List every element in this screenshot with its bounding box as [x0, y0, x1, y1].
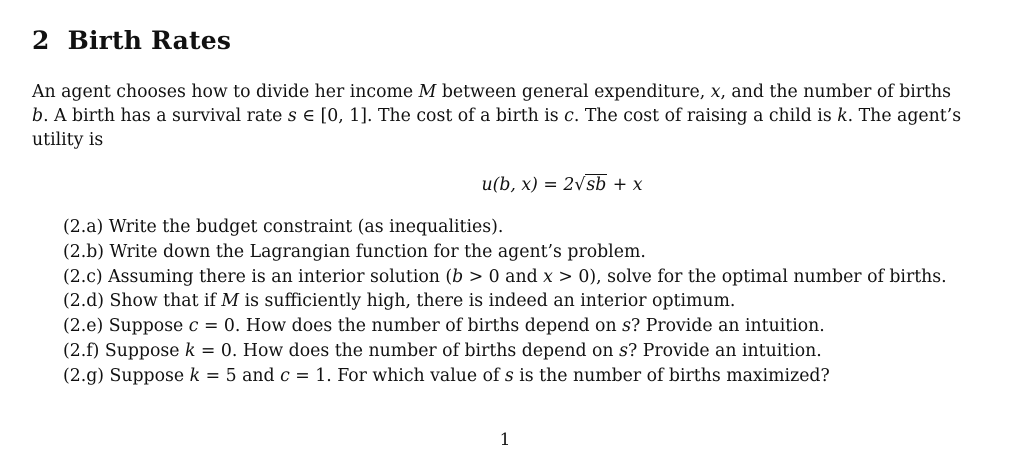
text-run: . The cost of raising a child is [573, 106, 838, 126]
text-run: = 0. How does the number of births depend on [195, 340, 620, 361]
text-run: (2.b) Write down the Lagrangian function for the agent’s problem. [63, 241, 646, 262]
math-symbol: k [184, 340, 196, 361]
math-symbol: M [221, 291, 240, 312]
text-run: is the number of births maximized? [513, 365, 830, 386]
question-item [63, 215, 947, 240]
utility-equation [0, 175, 1024, 195]
text-run: . The agent’s [847, 106, 962, 126]
math-symbol: s [622, 316, 631, 337]
math-symbol: c [188, 316, 199, 337]
text-run: ? Provide an intuition. [627, 340, 822, 361]
text-run: , and the number of births [720, 82, 951, 102]
intro-line [32, 80, 977, 104]
question-item [63, 314, 947, 339]
text-run: is sufficiently high, there is indeed an interior optimum. [239, 291, 736, 312]
text-run: = 0. How does the number of births depend on [198, 316, 623, 337]
section-title: Birth Rates [67, 26, 232, 55]
equation-rhs: + x [607, 175, 643, 195]
math-symbol: k [837, 106, 848, 126]
math-symbol: s [504, 365, 514, 386]
text-run: (2.a) Write the budget constraint (as inequalities). [63, 217, 504, 237]
question-item [63, 265, 947, 290]
text-run: (2.f) Suppose [63, 340, 185, 361]
math-symbol: b [452, 266, 464, 287]
question-item [63, 289, 947, 314]
intro-line [32, 128, 977, 152]
math-symbol: b [32, 106, 44, 126]
intro-line [32, 104, 977, 128]
math-symbol: M [418, 82, 437, 102]
math-symbol: s [287, 106, 297, 126]
math-symbol: x [710, 82, 721, 102]
text-run: between general expenditure, [436, 82, 711, 102]
text-run: = 5 and [200, 365, 281, 386]
equation-lhs: u(b, x) = 2 [481, 175, 575, 195]
text-run: ? Provide an intuition. [630, 316, 825, 337]
section-heading [32, 26, 231, 55]
question-item [63, 364, 947, 389]
text-run: . A birth has a survival rate [43, 106, 288, 126]
text-run: (2.d) Show that if [63, 291, 222, 312]
section-number: 2 [32, 26, 50, 55]
text-run: = 1. For which value of [289, 365, 505, 386]
math-symbol: x [543, 266, 553, 287]
question-list [63, 215, 947, 389]
text-run: > 0), solve for the optimal number of births. [552, 266, 947, 287]
intro-paragraph [32, 80, 977, 152]
math-symbol: k [189, 365, 201, 386]
text-run: > 0 and [463, 266, 544, 287]
math-symbol: c [564, 106, 574, 126]
text-run: (2.g) Suppose [63, 365, 190, 386]
text-run: ∈ [0, 1]. The cost of a birth is [296, 106, 565, 126]
math-symbol: c [280, 365, 290, 386]
equation-radicand: sb [586, 175, 607, 195]
sqrt-symbol: √sb [574, 175, 607, 195]
text-run: (2.e) Suppose [63, 316, 189, 337]
text-run: utility is [32, 130, 104, 150]
math-symbol: s [619, 340, 628, 361]
question-item [63, 240, 947, 265]
text-run: An agent chooses how to divide her income [32, 82, 419, 102]
text-run: (2.c) Assuming there is an interior solution ( [63, 266, 453, 287]
page-number: 1 [499, 430, 511, 450]
question-item [63, 339, 947, 364]
